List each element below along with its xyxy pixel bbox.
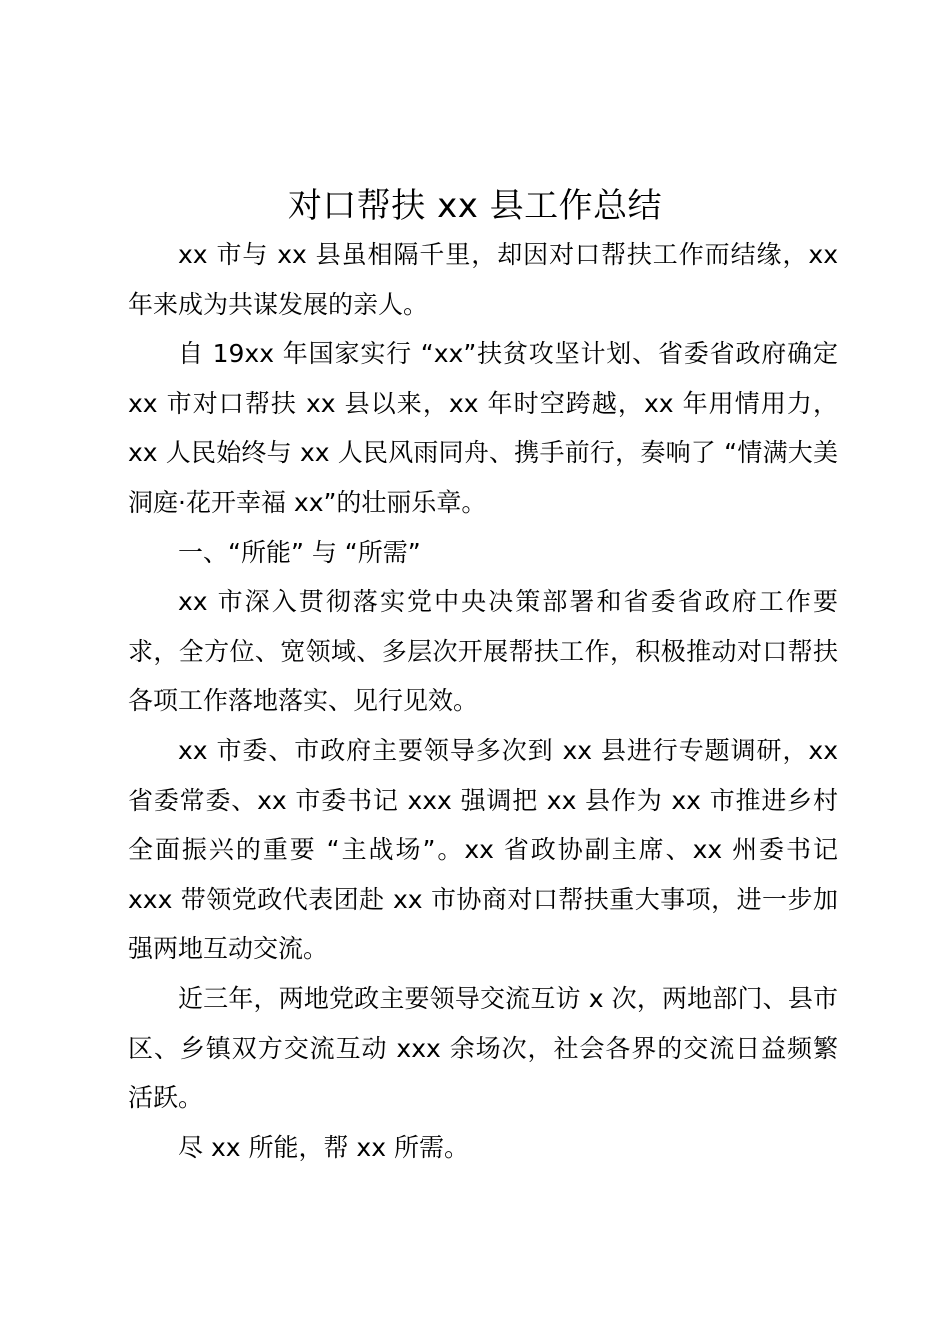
paragraph-intro: xx 市与 xx 县虽相隔千里，却因对口帮扶工作而结缘，xx 年来成为共谋发展的亲人。 bbox=[128, 240, 838, 319]
paragraph-leadership: xx 市委、市政府主要领导多次到 xx 县进行专题调研，xx 省委常委、xx 市委书记 xxx 强调把 xx 县作为 xx 市推进乡村全面振兴的重要 “主战场”。xx 省政协副主席、xx 州委书记 xxx 带领党政代表团赴 xx 市协商对口帮扶重大事项，进一步加强两地互动交流。 bbox=[128, 735, 838, 964]
paragraph-closing: 尽 xx 所能，帮 xx 所需。 bbox=[178, 1132, 469, 1162]
document-body bbox=[128, 230, 838, 1172]
paragraph-history: 自 19xx 年国家实行 “xx”扶贫攻坚计划、省委省政府确定 xx 市对口帮扶 xx 县以来，xx 年时空跨越，xx 年用情用力，xx 人民始终与 xx 人民风雨同舟、携手前行，奏响了 “情满大美洞庭·花开幸福 xx”的壮丽乐章。 bbox=[128, 339, 838, 517]
paragraph-exchange: 近三年，两地党政主要领导交流互访 x 次，两地部门、县市区、乡镇双方交流互动 xxx 余场次，社会各界的交流日益频繁活跃。 bbox=[128, 983, 838, 1113]
section-heading: 一、“所能” 与 “所需” bbox=[178, 537, 421, 567]
paragraph-policy: xx 市深入贯彻落实党中央决策部署和省委省政府工作要求，全方位、宽领域、多层次开展帮扶工作，积极推动对口帮扶各项工作落地落实、见行见效。 bbox=[128, 587, 838, 716]
document-title: 对口帮扶 xx 县工作总结 bbox=[287, 186, 663, 226]
